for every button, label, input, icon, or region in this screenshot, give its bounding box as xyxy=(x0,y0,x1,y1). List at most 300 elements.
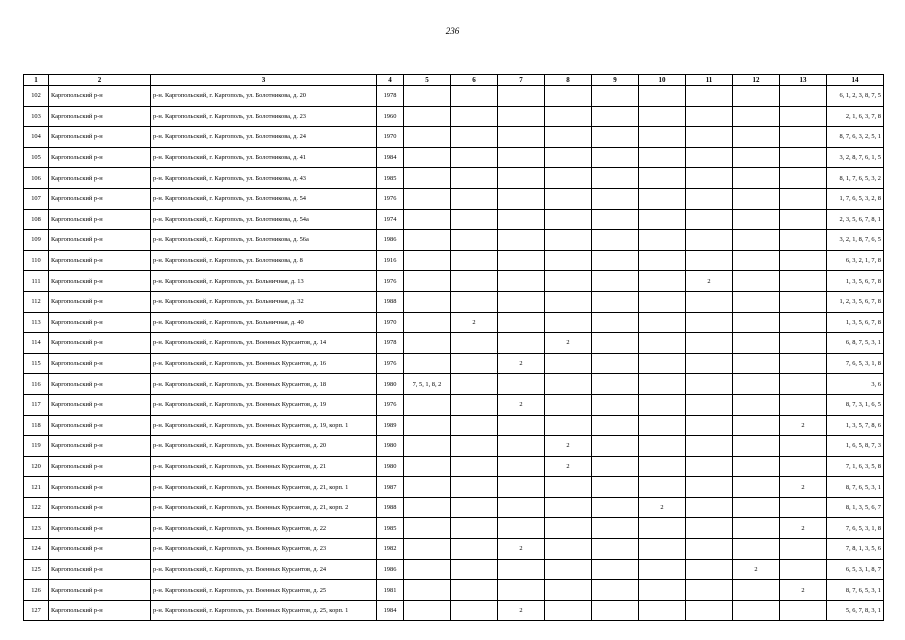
address-cell: р-н. Каргопольский, г. Каргополь, ул. Военных Курсантов, д. 19 xyxy=(151,394,377,415)
col-10-cell xyxy=(639,374,686,395)
col-14-cell: 1, 3, 5, 7, 8, 6 xyxy=(827,415,884,436)
col-13-cell xyxy=(780,209,827,230)
row-number: 115 xyxy=(24,353,49,374)
district-cell: Каргопольский р-н xyxy=(49,497,151,518)
col-13-cell xyxy=(780,374,827,395)
col-6-cell xyxy=(451,86,498,107)
col-12-cell xyxy=(733,127,780,148)
col-9-cell xyxy=(592,518,639,539)
col-8-cell xyxy=(545,497,592,518)
col-5-cell xyxy=(404,333,451,354)
col-8-cell: 2 xyxy=(545,456,592,477)
year-cell: 1980 xyxy=(377,456,404,477)
column-header-6: 6 xyxy=(451,75,498,86)
col-8-cell xyxy=(545,168,592,189)
col-14-cell: 7, 8, 1, 3, 5, 6 xyxy=(827,539,884,560)
district-cell: Каргопольский р-н xyxy=(49,394,151,415)
col-5-cell xyxy=(404,86,451,107)
district-cell: Каргопольский р-н xyxy=(49,518,151,539)
table-row xyxy=(24,456,884,477)
row-number: 125 xyxy=(24,559,49,580)
col-5-cell xyxy=(404,518,451,539)
col-6-cell xyxy=(451,374,498,395)
table-body xyxy=(24,86,884,621)
table-row xyxy=(24,539,884,560)
col-9-cell xyxy=(592,477,639,498)
table-row xyxy=(24,518,884,539)
year-cell: 1988 xyxy=(377,497,404,518)
col-7-cell: 2 xyxy=(498,353,545,374)
col-5-cell xyxy=(404,106,451,127)
col-10-cell xyxy=(639,580,686,601)
year-cell: 1974 xyxy=(377,209,404,230)
col-14-cell: 3, 2, 1, 8, 7, 6, 5 xyxy=(827,230,884,251)
table-row xyxy=(24,168,884,189)
col-6-cell xyxy=(451,600,498,621)
data-table xyxy=(23,74,884,621)
table-row xyxy=(24,127,884,148)
col-6-cell xyxy=(451,209,498,230)
col-6-cell xyxy=(451,477,498,498)
col-5-cell xyxy=(404,250,451,271)
col-10-cell xyxy=(639,168,686,189)
table-row xyxy=(24,230,884,251)
col-11-cell xyxy=(686,415,733,436)
col-12-cell xyxy=(733,374,780,395)
col-11-cell xyxy=(686,333,733,354)
col-14-cell: 3, 6 xyxy=(827,374,884,395)
year-cell: 1984 xyxy=(377,600,404,621)
col-14-cell: 1, 3, 5, 6, 7, 8 xyxy=(827,312,884,333)
address-cell: р-н. Каргопольский, г. Каргополь, ул. Болотникова, д. 23 xyxy=(151,106,377,127)
district-cell: Каргопольский р-н xyxy=(49,333,151,354)
col-8-cell xyxy=(545,518,592,539)
col-6-cell xyxy=(451,106,498,127)
col-5-cell xyxy=(404,271,451,292)
col-8-cell xyxy=(545,250,592,271)
col-7-cell xyxy=(498,147,545,168)
col-12-cell xyxy=(733,456,780,477)
col-11-cell xyxy=(686,456,733,477)
col-8-cell xyxy=(545,477,592,498)
table-row xyxy=(24,353,884,374)
col-8-cell xyxy=(545,374,592,395)
address-cell: р-н. Каргопольский, г. Каргополь, ул. Военных Курсантов, д. 25 xyxy=(151,580,377,601)
column-header-14: 14 xyxy=(827,75,884,86)
col-14-cell: 2, 3, 5, 6, 7, 8, 1 xyxy=(827,209,884,230)
col-14-cell: 3, 2, 8, 7, 6, 1, 5 xyxy=(827,147,884,168)
col-14-cell: 6, 3, 2, 1, 7, 8 xyxy=(827,250,884,271)
row-number: 108 xyxy=(24,209,49,230)
table-row xyxy=(24,312,884,333)
row-number: 103 xyxy=(24,106,49,127)
year-cell: 1978 xyxy=(377,86,404,107)
col-11-cell xyxy=(686,86,733,107)
col-6-cell xyxy=(451,518,498,539)
col-7-cell: 2 xyxy=(498,600,545,621)
col-7-cell xyxy=(498,518,545,539)
district-cell: Каргопольский р-н xyxy=(49,209,151,230)
column-header-11: 11 xyxy=(686,75,733,86)
col-5-cell xyxy=(404,394,451,415)
col-7-cell xyxy=(498,415,545,436)
col-12-cell xyxy=(733,333,780,354)
row-number: 112 xyxy=(24,291,49,312)
col-11-cell xyxy=(686,250,733,271)
col-7-cell xyxy=(498,374,545,395)
row-number: 107 xyxy=(24,188,49,209)
address-cell: р-н. Каргопольский, г. Каргополь, ул. Военных Курсантов, д. 21, корп. 2 xyxy=(151,497,377,518)
address-cell: р-н. Каргопольский, г. Каргополь, ул. Болотникова, д. 54 xyxy=(151,188,377,209)
col-9-cell xyxy=(592,147,639,168)
year-cell: 1976 xyxy=(377,394,404,415)
column-header-2: 2 xyxy=(49,75,151,86)
address-cell: р-н. Каргопольский, г. Каргополь, ул. Военных Курсантов, д. 18 xyxy=(151,374,377,395)
col-6-cell xyxy=(451,394,498,415)
col-14-cell: 6, 1, 2, 3, 8, 7, 5 xyxy=(827,86,884,107)
table-row xyxy=(24,209,884,230)
table-row xyxy=(24,580,884,601)
address-cell: р-н. Каргопольский, г. Каргополь, ул. Военных Курсантов, д. 25, корп. 1 xyxy=(151,600,377,621)
col-12-cell xyxy=(733,539,780,560)
col-10-cell xyxy=(639,394,686,415)
row-number: 104 xyxy=(24,127,49,148)
col-13-cell: 2 xyxy=(780,580,827,601)
year-cell: 1976 xyxy=(377,188,404,209)
col-13-cell xyxy=(780,312,827,333)
address-cell: р-н. Каргопольский, г. Каргополь, ул. Больничная, д. 13 xyxy=(151,271,377,292)
row-number: 116 xyxy=(24,374,49,395)
address-cell: р-н. Каргопольский, г. Каргополь, ул. Болотникова, д. 54а xyxy=(151,209,377,230)
col-11-cell xyxy=(686,559,733,580)
col-8-cell xyxy=(545,559,592,580)
col-5-cell xyxy=(404,127,451,148)
col-11-cell xyxy=(686,497,733,518)
col-9-cell xyxy=(592,333,639,354)
col-10-cell xyxy=(639,250,686,271)
col-14-cell: 2, 1, 6, 3, 7, 8 xyxy=(827,106,884,127)
col-6-cell xyxy=(451,127,498,148)
column-header-7: 7 xyxy=(498,75,545,86)
col-5-cell xyxy=(404,291,451,312)
col-8-cell xyxy=(545,209,592,230)
col-9-cell xyxy=(592,230,639,251)
col-8-cell xyxy=(545,580,592,601)
col-12-cell xyxy=(733,209,780,230)
year-cell: 1984 xyxy=(377,147,404,168)
col-7-cell xyxy=(498,271,545,292)
col-10-cell xyxy=(639,291,686,312)
col-9-cell xyxy=(592,600,639,621)
col-14-cell: 8, 7, 6, 5, 3, 1 xyxy=(827,580,884,601)
column-header-4: 4 xyxy=(377,75,404,86)
col-5-cell: 7, 5, 1, 8, 2 xyxy=(404,374,451,395)
row-number: 124 xyxy=(24,539,49,560)
column-header-12: 12 xyxy=(733,75,780,86)
col-8-cell xyxy=(545,312,592,333)
col-12-cell xyxy=(733,86,780,107)
col-8-cell xyxy=(545,353,592,374)
col-10-cell xyxy=(639,559,686,580)
col-6-cell xyxy=(451,436,498,457)
col-7-cell xyxy=(498,559,545,580)
col-13-cell: 2 xyxy=(780,415,827,436)
district-cell: Каргопольский р-н xyxy=(49,600,151,621)
col-13-cell: 2 xyxy=(780,518,827,539)
col-9-cell xyxy=(592,394,639,415)
col-6-cell xyxy=(451,188,498,209)
col-7-cell xyxy=(498,436,545,457)
col-11-cell xyxy=(686,477,733,498)
year-cell: 1978 xyxy=(377,333,404,354)
col-5-cell xyxy=(404,353,451,374)
row-number: 122 xyxy=(24,497,49,518)
year-cell: 1960 xyxy=(377,106,404,127)
col-13-cell xyxy=(780,250,827,271)
col-13-cell: 2 xyxy=(780,477,827,498)
row-number: 127 xyxy=(24,600,49,621)
row-number: 117 xyxy=(24,394,49,415)
col-10-cell xyxy=(639,415,686,436)
table-row xyxy=(24,477,884,498)
col-11-cell xyxy=(686,147,733,168)
col-13-cell xyxy=(780,353,827,374)
table-row xyxy=(24,600,884,621)
table-row xyxy=(24,271,884,292)
col-13-cell xyxy=(780,394,827,415)
address-cell: р-н. Каргопольский, г. Каргополь, ул. Болотникова, д. 41 xyxy=(151,147,377,168)
row-number: 123 xyxy=(24,518,49,539)
col-9-cell xyxy=(592,127,639,148)
year-cell: 1987 xyxy=(377,477,404,498)
col-8-cell xyxy=(545,188,592,209)
col-5-cell xyxy=(404,188,451,209)
address-cell: р-н. Каргопольский, г. Каргополь, ул. Болотникова, д. 56а xyxy=(151,230,377,251)
col-8-cell xyxy=(545,415,592,436)
col-9-cell xyxy=(592,188,639,209)
row-number: 118 xyxy=(24,415,49,436)
year-cell: 1989 xyxy=(377,415,404,436)
col-8-cell xyxy=(545,230,592,251)
col-5-cell xyxy=(404,580,451,601)
district-cell: Каргопольский р-н xyxy=(49,106,151,127)
col-7-cell xyxy=(498,291,545,312)
col-10-cell xyxy=(639,209,686,230)
col-5-cell xyxy=(404,456,451,477)
col-7-cell xyxy=(498,209,545,230)
col-11-cell xyxy=(686,188,733,209)
col-9-cell xyxy=(592,86,639,107)
district-cell: Каргопольский р-н xyxy=(49,374,151,395)
data-table-container xyxy=(23,74,883,621)
district-cell: Каргопольский р-н xyxy=(49,250,151,271)
col-14-cell: 7, 1, 6, 3, 5, 8 xyxy=(827,456,884,477)
col-12-cell xyxy=(733,394,780,415)
col-14-cell: 7, 6, 5, 3, 1, 8 xyxy=(827,353,884,374)
col-10-cell xyxy=(639,312,686,333)
col-7-cell: 2 xyxy=(498,539,545,560)
col-9-cell xyxy=(592,497,639,518)
col-14-cell: 1, 7, 6, 5, 3, 2, 8 xyxy=(827,188,884,209)
address-cell: р-н. Каргопольский, г. Каргополь, ул. Военных Курсантов, д. 14 xyxy=(151,333,377,354)
col-11-cell xyxy=(686,353,733,374)
col-9-cell xyxy=(592,436,639,457)
district-cell: Каргопольский р-н xyxy=(49,147,151,168)
col-6-cell xyxy=(451,147,498,168)
col-14-cell: 8, 7, 6, 5, 3, 1 xyxy=(827,477,884,498)
col-5-cell xyxy=(404,415,451,436)
col-6-cell xyxy=(451,353,498,374)
col-9-cell xyxy=(592,580,639,601)
table-row xyxy=(24,436,884,457)
col-6-cell xyxy=(451,250,498,271)
row-number: 120 xyxy=(24,456,49,477)
col-7-cell xyxy=(498,230,545,251)
col-14-cell: 1, 3, 5, 6, 7, 8 xyxy=(827,271,884,292)
column-header-1: 1 xyxy=(24,75,49,86)
col-12-cell xyxy=(733,250,780,271)
table-row xyxy=(24,415,884,436)
row-number: 110 xyxy=(24,250,49,271)
col-10-cell xyxy=(639,271,686,292)
col-9-cell xyxy=(592,559,639,580)
col-10-cell xyxy=(639,456,686,477)
col-5-cell xyxy=(404,312,451,333)
table-row xyxy=(24,147,884,168)
col-12-cell xyxy=(733,230,780,251)
col-14-cell: 1, 6, 5, 8, 7, 3 xyxy=(827,436,884,457)
col-10-cell xyxy=(639,230,686,251)
col-8-cell xyxy=(545,127,592,148)
col-7-cell xyxy=(498,188,545,209)
col-8-cell: 2 xyxy=(545,436,592,457)
col-12-cell xyxy=(733,600,780,621)
col-6-cell xyxy=(451,497,498,518)
district-cell: Каргопольский р-н xyxy=(49,168,151,189)
year-cell: 1985 xyxy=(377,518,404,539)
col-13-cell xyxy=(780,86,827,107)
col-13-cell xyxy=(780,436,827,457)
col-12-cell xyxy=(733,580,780,601)
col-13-cell xyxy=(780,127,827,148)
district-cell: Каргопольский р-н xyxy=(49,456,151,477)
col-14-cell: 5, 6, 7, 8, 3, 1 xyxy=(827,600,884,621)
col-8-cell xyxy=(545,291,592,312)
col-7-cell xyxy=(498,456,545,477)
col-9-cell xyxy=(592,374,639,395)
col-13-cell xyxy=(780,456,827,477)
col-9-cell xyxy=(592,250,639,271)
col-10-cell xyxy=(639,518,686,539)
table-header-row xyxy=(24,75,884,86)
table-row xyxy=(24,497,884,518)
col-11-cell xyxy=(686,106,733,127)
col-9-cell xyxy=(592,312,639,333)
col-13-cell xyxy=(780,291,827,312)
address-cell: р-н. Каргопольский, г. Каргополь, ул. Болотникова, д. 43 xyxy=(151,168,377,189)
col-12-cell xyxy=(733,477,780,498)
district-cell: Каргопольский р-н xyxy=(49,312,151,333)
col-14-cell: 7, 6, 5, 3, 1, 8 xyxy=(827,518,884,539)
col-5-cell xyxy=(404,497,451,518)
col-5-cell xyxy=(404,539,451,560)
row-number: 105 xyxy=(24,147,49,168)
col-10-cell: 2 xyxy=(639,497,686,518)
col-7-cell xyxy=(498,168,545,189)
col-8-cell: 2 xyxy=(545,333,592,354)
col-14-cell: 6, 8, 7, 5, 3, 1 xyxy=(827,333,884,354)
page-number: 236 xyxy=(445,26,460,36)
col-6-cell xyxy=(451,271,498,292)
col-10-cell xyxy=(639,147,686,168)
col-8-cell xyxy=(545,86,592,107)
col-10-cell xyxy=(639,333,686,354)
year-cell: 1970 xyxy=(377,312,404,333)
col-6-cell xyxy=(451,168,498,189)
col-10-cell xyxy=(639,436,686,457)
col-11-cell xyxy=(686,312,733,333)
col-11-cell xyxy=(686,539,733,560)
col-12-cell xyxy=(733,147,780,168)
address-cell: р-н. Каргопольский, г. Каргополь, ул. Военных Курсантов, д. 19, корп. 1 xyxy=(151,415,377,436)
col-14-cell: 8, 1, 7, 6, 5, 3, 2 xyxy=(827,168,884,189)
address-cell: р-н. Каргопольский, г. Каргополь, ул. Военных Курсантов, д. 21, корп. 1 xyxy=(151,477,377,498)
col-12-cell xyxy=(733,312,780,333)
col-5-cell xyxy=(404,477,451,498)
address-cell: р-н. Каргопольский, г. Каргополь, ул. Военных Курсантов, д. 24 xyxy=(151,559,377,580)
table-row xyxy=(24,291,884,312)
row-number: 111 xyxy=(24,271,49,292)
district-cell: Каргопольский р-н xyxy=(49,86,151,107)
col-6-cell xyxy=(451,456,498,477)
table-row xyxy=(24,374,884,395)
col-10-cell xyxy=(639,188,686,209)
district-cell: Каргопольский р-н xyxy=(49,188,151,209)
table-row xyxy=(24,559,884,580)
address-cell: р-н. Каргопольский, г. Каргополь, ул. Военных Курсантов, д. 22 xyxy=(151,518,377,539)
district-cell: Каргопольский р-н xyxy=(49,539,151,560)
year-cell: 1980 xyxy=(377,436,404,457)
col-5-cell xyxy=(404,230,451,251)
district-cell: Каргопольский р-н xyxy=(49,477,151,498)
col-12-cell xyxy=(733,168,780,189)
col-10-cell xyxy=(639,600,686,621)
col-14-cell: 6, 5, 3, 1, 8, 7 xyxy=(827,559,884,580)
col-7-cell xyxy=(498,580,545,601)
district-cell: Каргопольский р-н xyxy=(49,353,151,374)
col-13-cell xyxy=(780,497,827,518)
address-cell: р-н. Каргопольский, г. Каргополь, ул. Военных Курсантов, д. 16 xyxy=(151,353,377,374)
col-11-cell xyxy=(686,518,733,539)
col-7-cell xyxy=(498,477,545,498)
column-header-9: 9 xyxy=(592,75,639,86)
col-6-cell xyxy=(451,415,498,436)
year-cell: 1970 xyxy=(377,127,404,148)
column-header-8: 8 xyxy=(545,75,592,86)
col-6-cell xyxy=(451,333,498,354)
col-7-cell xyxy=(498,333,545,354)
col-11-cell xyxy=(686,168,733,189)
col-12-cell xyxy=(733,291,780,312)
col-5-cell xyxy=(404,147,451,168)
year-cell: 1981 xyxy=(377,580,404,601)
district-cell: Каргопольский р-н xyxy=(49,230,151,251)
col-9-cell xyxy=(592,271,639,292)
col-5-cell xyxy=(404,559,451,580)
col-6-cell xyxy=(451,291,498,312)
col-8-cell xyxy=(545,600,592,621)
col-8-cell xyxy=(545,271,592,292)
